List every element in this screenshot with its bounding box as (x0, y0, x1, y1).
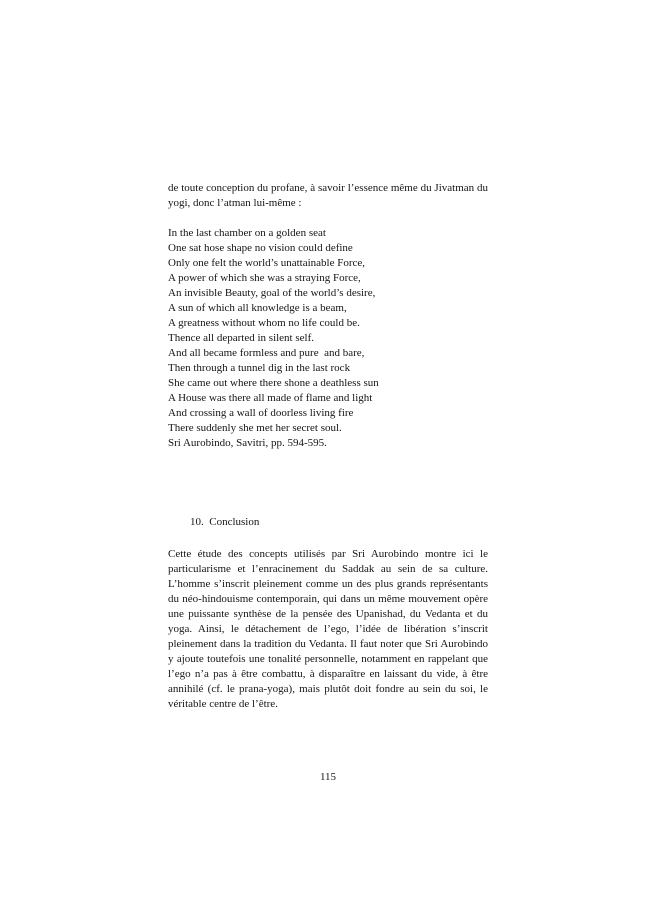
poem-citation: Sri Aurobindo, Savitri, pp. 594-595. (168, 437, 327, 449)
poem-line: In the last chamber on a golden seat (168, 227, 326, 239)
poem-line: A greatness without whom no life could be. (168, 317, 360, 329)
text-block (168, 181, 488, 712)
conclusion-paragraph: Cette étude des concepts utilisés par Sri Aurobindo montre ici le particularisme et l’enracinement du Saddak au sein de sa culture. L’homme s’inscrit pleinement comme un des plus grands représentants du néo-hindouisme contemporain, qui dans un même mouvement opère une puissante synthèse de la pensée des Upanishad, du Vedanta et du yoga. Ainsi, le détachement de l’ego, l’idée de libération s’inscrit pleinement dans la tradition du Vedanta. Il faut noter que Sri Aurobindo y ajoute toutefois une tonalité personnelle, notamment en rappelant que l’ego n’a pas à être combattu, à disparaître en laissant du vide, à être annihilé (cf. le prana-yoga), mais plutôt doit fondre au sein du soi, le véritable centre de l’être. (168, 548, 488, 710)
poem-quotation (168, 226, 488, 436)
poem-line: Then through a tunnel dig in the last rock (168, 362, 351, 374)
poem-line: A House was there all made of flame and light (168, 392, 373, 404)
poem-line: An invisible Beauty, goal of the world’s desire, (168, 287, 376, 299)
poem-line: She came out where there shone a deathless sun (168, 377, 379, 389)
poem-line: A power of which she was a straying Force, (168, 272, 361, 284)
section-heading: 10. Conclusion (190, 516, 260, 528)
poem-line: Only one felt the world’s unattainable Force, (168, 257, 366, 269)
intro-paragraph: de toute conception du profane, à savoir l’essence même du Jivatman du yogi, donc l’atman lui-même : (168, 182, 488, 209)
poem-line: And crossing a wall of doorless living fire (168, 407, 354, 419)
poem-line: One sat hose shape no vision could define (168, 242, 353, 254)
poem-line: Thence all departed in silent self. (168, 332, 314, 344)
page-number: 115 (319, 771, 337, 783)
poem-line: A sun of which all knowledge is a beam, (168, 302, 347, 314)
poem-line: And all became formless and pure and bare, (168, 347, 365, 359)
poem-line: There suddenly she met her secret soul. (168, 422, 342, 434)
